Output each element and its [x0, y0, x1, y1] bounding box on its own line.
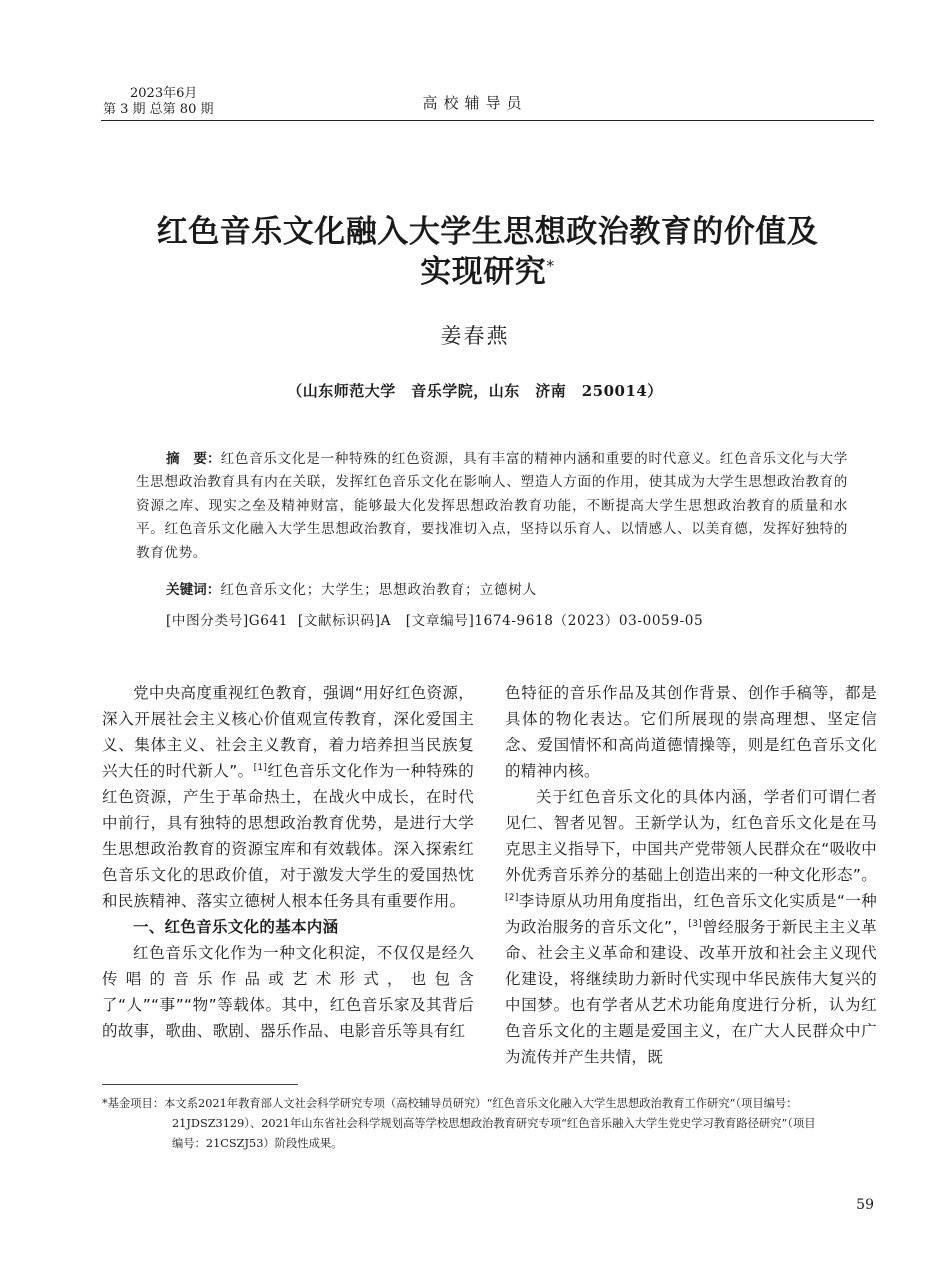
citation-ref: [1]: [253, 763, 268, 773]
footnote-rule: [102, 1084, 298, 1085]
paragraph: [505, 784, 877, 1070]
paragraph-text: 关于红色音乐文化的具体内涵，学者们可谓仁者见仁、智者见智。王新学认为，红色音乐文化是在马克思主义指导下，中国共产党带领人民群众在“吸收中外优秀音乐养分的基础上创造出来的一种文化形态”。: [505, 788, 877, 884]
body-column-left: [102, 680, 474, 1044]
author-name: 姜春燕: [440, 324, 510, 348]
keywords-label: 关键词：: [166, 582, 221, 598]
funding-footnote: [102, 1094, 875, 1154]
title-footnote-mark: *: [546, 256, 555, 275]
abstract: [136, 448, 848, 565]
issue-number: 第 3 期 总第 80 期: [103, 102, 214, 117]
paragraph-text: 李诗原从功用角度指出，红色音乐文化实质是“一种为政治服务的音乐文化”，: [505, 892, 877, 936]
title-line-2: [100, 252, 875, 292]
footnote-line-2: 21JDSZ3129）、2021年山东省社会科学规划高等学校思想政治教育研究专项“红色音乐融入大学生党史学习教育路径研究”（项目: [172, 1117, 816, 1130]
page-number: 59: [856, 1197, 874, 1213]
paragraph-text: 党中央高度重视红色教育，强调“用好红色资源，深入开展社会主义核心价值观宣传教育，深化爱国主义、集体主义、社会主义教育，着力培养担当民族复兴大任的时代新人”。: [102, 684, 474, 780]
keywords: [166, 578, 537, 598]
abstract-text: 红色音乐文化是一种特殊的红色资源，具有丰富的精神内涵和重要的时代意义。红色音乐文化与大学生思想政治教育具有内在关联，发挥红色音乐文化在影响人、塑造人方面的作用，使其成为大学生思想政治教育的资源之库、现实之垒及精神财富，能够最大化发挥思想政治教育功能，不断提高大学生思想政治教育的质量和水平。红色音乐文化融入大学生思想政治教育，要找准切入点，坚持以乐育人、以情感人、以美育德，发挥好独特的教育优势。: [136, 451, 848, 561]
journal-name: 高校辅导员: [422, 94, 528, 112]
footnote-line-3: 编号：21CSZJ53）阶段性成果。: [172, 1137, 343, 1150]
body-column-right: [505, 680, 877, 1070]
author-affiliation: （山东师范大学 音乐学院，山东 济南 250014）: [287, 382, 663, 400]
title-line-2-text: 实现研究: [420, 254, 547, 290]
title-line-1: 红色音乐文化融入大学生思想政治教育的价值及: [156, 214, 819, 250]
article-title: [100, 212, 875, 292]
section-heading: 一、红色音乐文化的基本内涵: [133, 918, 339, 936]
keywords-text: 红色音乐文化；大学生；思想政治教育；立德树人: [220, 582, 538, 598]
paragraph-text: 曾经服务于新民主主义革命、社会主义革命和建设、改革开放和社会主义现代化建设，将继续助力新时代实现中华民族伟大复兴的中国梦。也有学者从艺术功能角度进行分析，认为红色音乐文化的主题是爱国主义，在广大人民群众中广为流传并产生共情，既: [505, 918, 877, 1066]
classification-line: [中图分类号]G641 [文献标识码]A [文章编号]1674-9618（2023）03-0059-05: [166, 613, 704, 629]
paragraph-text: 红色音乐文化作为一种特殊的红色资源，产生于革命热土，在战火中成长，在时代中前行，具有独特的思想政治教育优势，是进行大学生思想政治教育的资源宝库和有效载体。深入探索红色音乐文化的思政价值，对于激发大学生的爱国热忱和民族精神、落实立德树人根本任务具有重要作用。: [102, 762, 474, 910]
citation-ref: [3]: [688, 919, 703, 929]
issue-date: 2023年6月: [130, 86, 198, 101]
abstract-label: 摘 要：: [166, 451, 221, 467]
citation-ref: [2]: [505, 893, 519, 903]
footnote-line-1: *基金项目：本文系2021年教育部人文社会科学研究专项（高校辅导员研究）“红色音乐文化融入大学生思想政治教育工作研究”（项目编号：: [102, 1097, 798, 1110]
paragraph: [102, 680, 474, 914]
paragraph: 红色音乐文化作为一种文化积淀，不仅仅是经久传唱的音乐作品或艺术形式，也包含了“人”“事”“物”等载体。其中，红色音乐家及其背后的故事，歌曲、歌剧、器乐作品、电影音乐等具有红: [102, 944, 474, 1040]
header-rule: [101, 120, 874, 121]
paragraph: 色特征的音乐作品及其创作背景、创作手稿等，都是具体的物化表达。它们所展现的崇高理想、坚定信念、爱国情怀和高尚道德情操等，则是红色音乐文化的精神内核。: [505, 684, 877, 780]
